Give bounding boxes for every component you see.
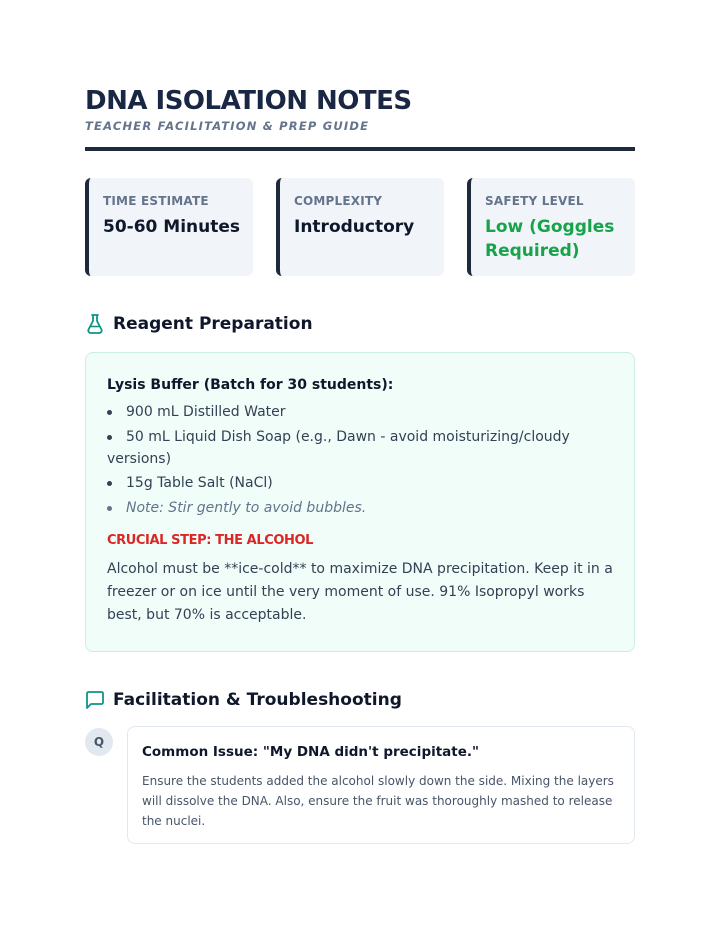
faq-answer: Ensure the students added the alcohol slowly down the side. Mixing the layers will dissolve the DNA. Also, ensure the fruit was thoroughly mashed to release the nuclei.	[142, 774, 614, 828]
card-label: TIME ESTIMATE	[103, 194, 209, 208]
card-value: Introductory	[294, 217, 415, 237]
document-page	[85, 86, 635, 846]
card-value: Low (Goggles Required)	[485, 217, 615, 261]
summary-cards	[85, 178, 635, 276]
flask-icon	[85, 313, 105, 335]
card-label: SAFETY LEVEL	[485, 194, 584, 208]
lysis-buffer-heading: Lysis Buffer (Batch for 30 students):	[107, 377, 394, 393]
list-item: 900 mL Distilled Water	[107, 401, 613, 423]
card-value: 50-60 Minutes	[103, 217, 241, 237]
list-item-note: Note: Stir gently to avoid bubbles.	[107, 497, 613, 519]
faq-question: Common Issue: "My DNA didn't precipitate."	[142, 744, 480, 760]
page-subtitle: TEACHER FACILITATION & PREP GUIDE	[85, 119, 370, 133]
complexity-card	[276, 178, 444, 276]
reagent-list	[107, 401, 613, 519]
reagent-section-header	[85, 312, 635, 336]
faq-item	[85, 726, 635, 846]
faq-section-header	[85, 688, 635, 712]
question-badge: Q	[85, 728, 113, 756]
faq-card	[127, 726, 635, 844]
title-divider	[85, 147, 635, 151]
section-title: Reagent Preparation	[113, 314, 313, 334]
chat-bubble-icon	[85, 689, 105, 711]
card-label: COMPLEXITY	[294, 194, 383, 208]
time-estimate-card	[85, 178, 253, 276]
crucial-step-label: CRUCIAL STEP: THE ALCOHOL	[107, 532, 314, 548]
crucial-step-text: Alcohol must be **ice-cold** to maximize DNA precipitation. Keep it in a freezer or on ice until the very moment of use. 91% Isopropyl works best, but 70% is acceptable.	[107, 560, 613, 623]
section-title: Facilitation & Troubleshooting	[113, 690, 402, 710]
list-item: 50 mL Liquid Dish Soap (e.g., Dawn - avoid moisturizing/cloudy versions)	[107, 426, 613, 470]
list-item: 15g Table Salt (NaCl)	[107, 472, 613, 494]
safety-level-card	[467, 178, 635, 276]
page-title: DNA ISOLATION NOTES	[85, 86, 412, 116]
reagent-box	[85, 352, 635, 652]
